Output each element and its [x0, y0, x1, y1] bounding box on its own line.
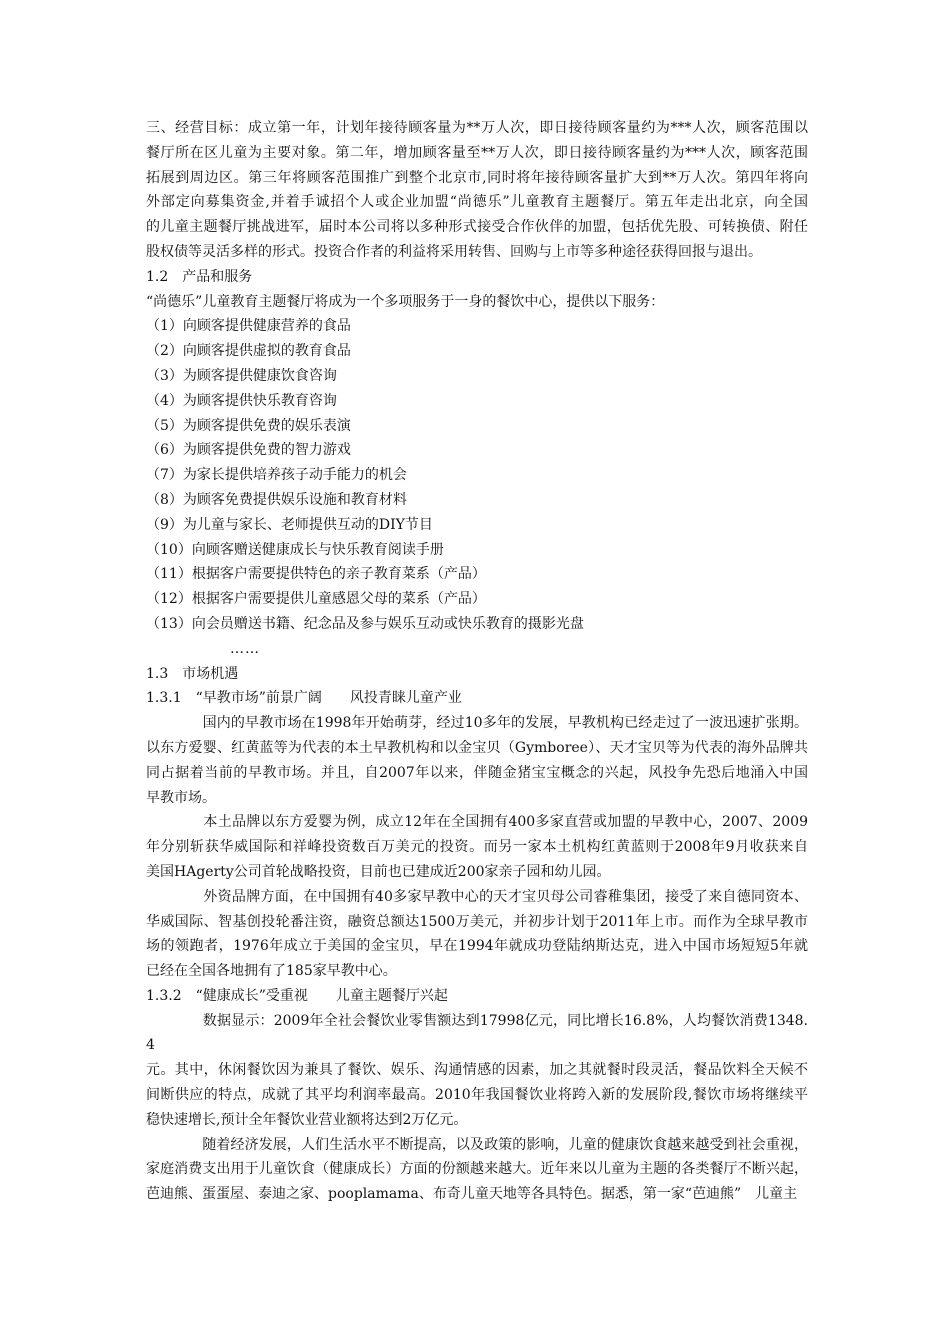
text-line: 的儿童主题餐厅挑战进军，届时本公司将以多种形式接受合作伙伴的加盟，包括优先股、可转换债、附任 [146, 219, 808, 236]
list-item: （12）根据客户需要提供儿童感恩父母的菜系（产品） [146, 591, 486, 608]
business-goals-paragraph [146, 116, 808, 265]
section-heading: 1.3.1 “早教市场”前景广阔 风投青睐儿童产业 [146, 690, 462, 707]
section-1-3-1-heading [146, 686, 808, 711]
text-line: 以东方爱婴、红黄蓝等为代表的本土早教机构和以金宝贝（Gymboree）、天才宝贝等为代表的海外品牌共 [146, 739, 808, 756]
text-line: 年分别斩获华威国际和祥峰投资数百万美元的投资。而另一家本土机构红黄蓝则于2008年9月收获来自 [146, 839, 808, 856]
early-education-paragraph-3 [146, 885, 808, 984]
text-line: …… [230, 640, 260, 657]
text-line: 随着经济发展，人们生活水平不断提高，以及政策的影响，儿童的健康饮食越来越受到社会重视， [146, 1136, 808, 1153]
restaurant-paragraph-2 [146, 1133, 808, 1207]
section-heading: 1.2 产品和服务 [146, 268, 253, 285]
text-line: 家庭消费支出用于儿童饮食（健康成长）方面的份额越来越大。近年来以儿童为主题的各类餐厅不断兴起， [146, 1161, 808, 1178]
section-1-2-heading [146, 265, 808, 290]
list-item: （2）向顾客提供虚拟的教育食品 [146, 343, 351, 360]
text-line: “尚德乐”儿童教育主题餐厅将成为一个多项服务于一身的餐饮中心，提供以下服务： [146, 293, 665, 310]
services-list [146, 314, 808, 636]
text-line: 已经在全国各地拥有了185家早教中心。 [146, 963, 397, 980]
text-line: 华威国际、智基创投轮番注资，融资总额达1500万美元，并初步计划于2011年上市。而作为全球早教市 [146, 913, 808, 930]
text-line: 外部定向募集资金,并着手诚招个人或企业加盟“尚德乐”儿童教育主题餐厅。第五年走出北京，向全国 [146, 194, 808, 211]
ellipsis [146, 637, 808, 662]
early-education-paragraph-2 [146, 810, 808, 884]
section-heading: 1.3.2 “健康成长”受重视 儿童主题餐厅兴起 [146, 987, 448, 1004]
list-item: （9）为儿童与家长、老师提供互动的DIY节目 [146, 516, 433, 533]
list-item: （3）为顾客提供健康饮食咨询 [146, 367, 337, 384]
text-line: 国内的早教市场在1998年开始萌芽，经过10多年的发展，早教机构已经走过了一波迅速扩张期。 [146, 715, 808, 732]
text-line: 本土品牌以东方爱婴为例，成立12年在全国拥有400多家直营或加盟的早教中心，2007、2009 [146, 814, 808, 831]
text-line: 拓展到周边区。第三年将顾客范围推广到整个北京市,同时将年接待顾客量扩大到**万人次。第四年将向 [146, 169, 808, 186]
text-line: 稳快速增长,预计全年餐饮业营业额将达到2万亿元。 [146, 1111, 468, 1128]
text-line: 早教市场。 [146, 789, 216, 806]
section-1-3-2-heading [146, 984, 808, 1009]
restaurant-paragraph-1 [146, 1009, 808, 1133]
text-line: 股权债等灵活多样的形式。投资合作者的利益将采用转售、回购与上市等多种途径获得回报与退出。 [146, 243, 762, 260]
list-item: （13）向会员赠送书籍、纪念品及参与娱乐互动或快乐教育的摄影光盘 [146, 615, 584, 632]
text-line: 三、经营目标：成立第一年，计划年接待顾客量为**万人次，即日接待顾客量约为***人次，顾客范围以 [146, 120, 808, 136]
text-line: 数据显示：2009年全社会餐饮业零售额达到17998亿元，同比增长16.8%，人均餐饮消费1348.4 [146, 1012, 808, 1054]
text-line: 元。其中，休闲餐饮因为兼具了餐饮、娱乐、沟通情感的因素，加之其就餐时段灵活，餐品饮料全天候不 [146, 1062, 808, 1079]
text-line: 餐厅所在区儿童为主要对象。第二年，增加顾客量至**万人次，即日接待顾客量约为***人次，顾客范围 [146, 144, 808, 161]
list-item: （7）为家长提供培养孩子动手能力的机会 [146, 467, 407, 484]
list-item: （6）为顾客提供免费的智力游戏 [146, 442, 351, 459]
text-line: 间断供应的特点，成就了其平均利润率最高。2010年我国餐饮业将跨入新的发展阶段,餐饮市场将继续平 [146, 1087, 808, 1104]
text-line: 芭迪熊、蛋蛋屋、泰迪之家、pooplamama、布奇儿童天地等各具特色。据悉，第一家“芭迪熊” 儿童主 [146, 1186, 798, 1203]
text-line: 外资品牌方面，在中国拥有40多家早教中心的天才宝贝母公司睿稚集团，接受了来自德同资本、 [146, 888, 808, 905]
services-intro [146, 290, 808, 315]
list-item: （10）向顾客赠送健康成长与快乐教育阅读手册 [146, 541, 444, 558]
list-item: （11）根据客户需要提供特色的亲子教育菜系（产品） [146, 566, 486, 583]
list-item: （4）为顾客提供快乐教育咨询 [146, 392, 337, 409]
text-line: 场的领跑者，1976年成立于美国的金宝贝，早在1994年就成功登陆纳斯达克，进入中国市场短短5年就 [146, 938, 808, 955]
text-line: 同占据着当前的早教市场。并且，自2007年以来，伴随金猪宝宝概念的兴起，风投争先恐后地涌入中国 [146, 764, 808, 781]
early-education-paragraph-1 [146, 711, 808, 810]
list-item: （8）为顾客免费提供娱乐设施和教育材料 [146, 491, 407, 508]
text-line: 美国HAgerty公司首轮战略投资，目前也已建成近200家亲子园和幼儿园。 [146, 863, 611, 880]
section-heading: 1.3 市场机遇 [146, 665, 239, 682]
section-1-3-heading [146, 662, 808, 687]
document-body [146, 116, 808, 1207]
list-item: （1）向顾客提供健康营养的食品 [146, 318, 351, 335]
list-item: （5）为顾客提供免费的娱乐表演 [146, 417, 351, 434]
